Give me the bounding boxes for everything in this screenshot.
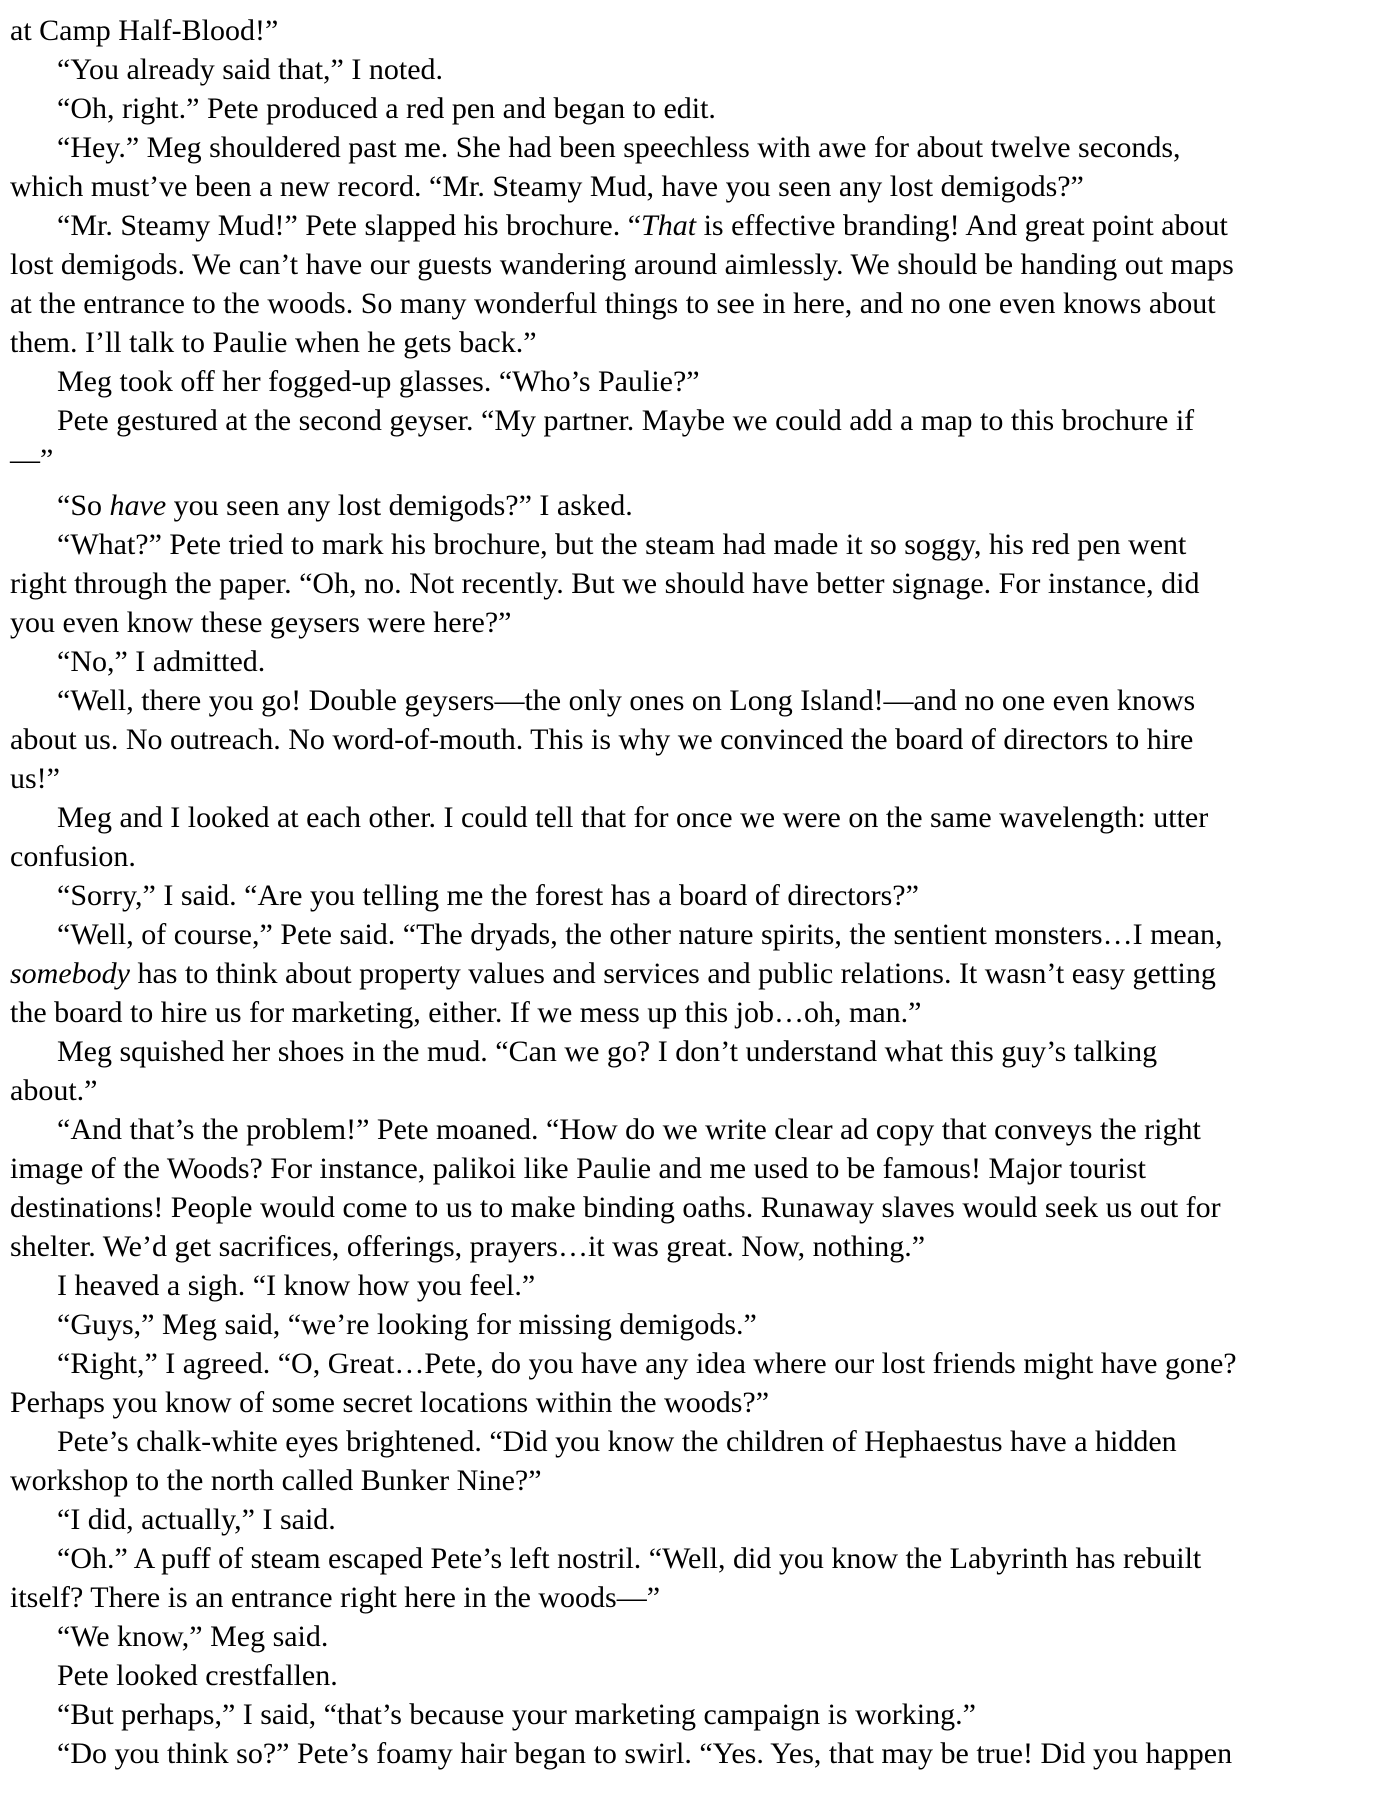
text-run: which must’ve been a new record. “Mr. Steamy Mud, have you seen any lost demigods?” [10, 170, 1084, 203]
text-line [10, 50, 1383, 89]
text-run: Meg squished her shoes in the mud. “Can we go? I don’t understand what this guy’s talking [57, 1035, 1158, 1068]
text-run: “Hey.” Meg shouldered past me. She had been speechless with awe for about twelve seconds, [57, 131, 1181, 164]
text-line [10, 1461, 1383, 1500]
text-line [10, 1266, 1383, 1305]
text-line [10, 1344, 1383, 1383]
text-run: “And that’s the problem!” Pete moaned. “How do we write clear ad copy that conveys the right [57, 1113, 1201, 1146]
text-line [10, 681, 1383, 720]
text-line [10, 245, 1383, 284]
text-line [10, 1500, 1383, 1539]
text-line [10, 89, 1383, 128]
text-run: “No,” I admitted. [57, 645, 266, 678]
text-run: “What?” Pete tried to mark his brochure, but the steam had made it so soggy, his red pen went [57, 528, 1187, 561]
text-line [10, 798, 1383, 837]
text-run: shelter. We’d get sacrifices, offerings, prayers…it was great. Now, nothing.” [10, 1230, 926, 1263]
text-line [10, 1422, 1383, 1461]
italic-text-run: somebody [10, 957, 130, 990]
text-line [10, 1656, 1383, 1695]
text-run: us!” [10, 762, 60, 795]
text-line [10, 720, 1383, 759]
italic-text-run: That [641, 209, 697, 242]
text-run: lost demigods. We can’t have our guests wandering around aimlessly. We should be handing out maps [10, 248, 1234, 281]
text-run: “Well, of course,” Pete said. “The dryads, the other nature spirits, the sentient monsters…I mean, [57, 918, 1223, 951]
text-line [10, 1539, 1383, 1578]
text-line [10, 11, 1383, 50]
text-run: the board to hire us for marketing, either. If we mess up this job…oh, man.” [10, 996, 922, 1029]
text-line [10, 1110, 1383, 1149]
text-run: “I did, actually,” I said. [57, 1503, 336, 1536]
text-line [10, 440, 1383, 479]
italic-text-run: have [109, 489, 167, 522]
text-run: you even know these geysers were here?” [10, 606, 512, 639]
text-run: “We know,” Meg said. [57, 1620, 329, 1653]
text-line [10, 876, 1383, 915]
text-run: is effective branding! And great point about [696, 209, 1228, 242]
text-line [10, 167, 1383, 206]
text-run: has to think about property values and services and public relations. It wasn’t easy getting [129, 957, 1216, 990]
text-run: I heaved a sigh. “I know how you feel.” [57, 1269, 536, 1302]
text-line [10, 1227, 1383, 1266]
text-line [10, 128, 1383, 167]
text-line [10, 1383, 1383, 1422]
text-run: confusion. [10, 840, 136, 873]
text-run: Meg took off her fogged-up glasses. “Who’s Paulie?” [57, 365, 700, 398]
text-run: “But perhaps,” I said, “that’s because your marketing campaign is working.” [57, 1698, 976, 1731]
text-run: you seen any lost demigods?” I asked. [166, 489, 633, 522]
text-line [10, 362, 1383, 401]
text-run: “Well, there you go! Double geysers—the only ones on Long Island!—and no one even knows [57, 684, 1196, 717]
text-run: —” [10, 443, 54, 476]
text-line [10, 1734, 1383, 1773]
text-line [10, 1071, 1383, 1110]
text-line [10, 1149, 1383, 1188]
text-line [10, 954, 1383, 993]
text-line [10, 206, 1383, 245]
text-run: at Camp Half-Blood!” [10, 14, 279, 47]
text-run: Pete gestured at the second geyser. “My partner. Maybe we could add a map to this brochure if [57, 404, 1195, 437]
text-run: right through the paper. “Oh, no. Not recently. But we should have better signage. For instance, did [10, 567, 1200, 600]
text-line [10, 1617, 1383, 1656]
text-run: workshop to the north called Bunker Nine?” [10, 1464, 542, 1497]
text-run: destinations! People would come to us to make binding oaths. Runaway slaves would seek us out for [10, 1191, 1221, 1224]
text-run: “Oh.” A puff of steam escaped Pete’s left nostril. “Well, did you know the Labyrinth has rebuilt [57, 1542, 1202, 1575]
text-line [10, 525, 1383, 564]
text-line [10, 1305, 1383, 1344]
text-line [10, 1578, 1383, 1617]
text-line [10, 486, 1383, 525]
text-line [10, 993, 1383, 1032]
text-run: “Sorry,” I said. “Are you telling me the forest has a board of directors?” [57, 879, 919, 912]
text-run: Pete looked crestfallen. [57, 1659, 338, 1692]
text-line [10, 564, 1383, 603]
text-run: Pete’s chalk-white eyes brightened. “Did you know the children of Hephaestus have a hidden [57, 1425, 1177, 1458]
text-run: “Right,” I agreed. “O, Great…Pete, do you have any idea where our lost friends might have gone? [57, 1347, 1237, 1380]
text-run: “You already said that,” I noted. [57, 53, 444, 86]
text-line [10, 401, 1383, 440]
text-line [10, 1695, 1383, 1734]
text-line [10, 759, 1383, 798]
text-line [10, 1032, 1383, 1071]
text-run: them. I’ll talk to Paulie when he gets back.” [10, 326, 537, 359]
text-line [10, 642, 1383, 681]
text-run: at the entrance to the woods. So many wonderful things to see in here, and no one even knows about [10, 287, 1216, 320]
text-run: itself? There is an entrance right here in the woods—” [10, 1581, 661, 1614]
text-run: about.” [10, 1074, 98, 1107]
text-run: “Do you think so?” Pete’s foamy hair began to swirl. “Yes. Yes, that may be true! Did you happen [57, 1737, 1233, 1770]
text-line [10, 837, 1383, 876]
text-line [10, 323, 1383, 362]
text-line [10, 603, 1383, 642]
text-run: image of the Woods? For instance, palikoi like Paulie and me used to be famous! Major tourist [10, 1152, 1146, 1185]
text-run: about us. No outreach. No word-of-mouth. This is why we convinced the board of directors to hire [10, 723, 1194, 756]
text-run: “Oh, right.” Pete produced a red pen and began to edit. [57, 92, 716, 125]
text-run: “Guys,” Meg said, “we’re looking for missing demigods.” [57, 1308, 757, 1341]
text-run: “Mr. Steamy Mud!” Pete slapped his brochure. “ [57, 209, 642, 242]
text-run: Meg and I looked at each other. I could tell that for once we were on the same wavelength: utter [57, 801, 1209, 834]
text-run: “So [57, 489, 110, 522]
text-run: Perhaps you know of some secret locations within the woods?” [10, 1386, 770, 1419]
text-line [10, 915, 1383, 954]
text-line [10, 284, 1383, 323]
text-line [10, 1188, 1383, 1227]
